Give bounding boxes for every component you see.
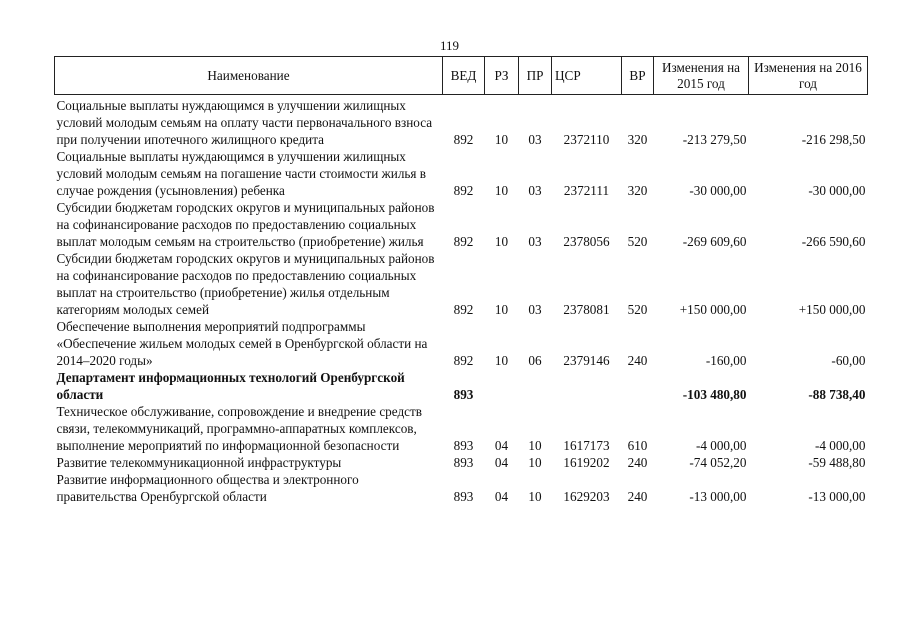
page-number: 119 — [440, 38, 460, 53]
table-row — [55, 199, 868, 250]
table-header-row — [55, 57, 868, 95]
cell-y2015: +150 000,00 — [679, 302, 747, 317]
cell-name: Социальные выплаты нуждающимся в улучшении жилищных условий молодым семьям на погашение части стоимости жилья в случае рождения (усыновления) ребенка — [56, 149, 427, 198]
cell-ved: 893 — [453, 489, 474, 504]
cell-csr: 1617173 — [563, 438, 610, 453]
cell-ved: 892 — [453, 353, 474, 368]
cell-csr: 1629203 — [563, 489, 610, 504]
cell-pr: 06 — [528, 353, 542, 368]
col-header-rz: РЗ — [485, 57, 519, 95]
cell-rz: 10 — [494, 353, 509, 368]
cell-y2016: -216 298,50 — [801, 132, 866, 147]
cell-ved: 892 — [453, 132, 474, 147]
cell-pr — [519, 369, 552, 403]
table-row — [55, 250, 868, 318]
col-header-2016: Изменения на 2016 год — [749, 57, 868, 95]
cell-vr: 240 — [627, 455, 648, 470]
cell-y2015: -103 480,80 — [682, 387, 747, 402]
table-body — [55, 95, 868, 506]
cell-csr: 2372111 — [563, 183, 610, 198]
cell-pr: 03 — [528, 302, 542, 317]
cell-y2016: -13 000,00 — [808, 489, 866, 504]
cell-vr — [622, 369, 654, 403]
cell-rz: 04 — [494, 489, 509, 504]
cell-y2016: -59 488,80 — [808, 455, 866, 470]
cell-vr: 240 — [627, 353, 648, 368]
cell-csr: 1619202 — [563, 455, 610, 470]
table-row — [55, 454, 868, 471]
cell-ved: 892 — [453, 183, 474, 198]
col-header-pr: ПР — [519, 57, 552, 95]
cell-name: Социальные выплаты нуждающимся в улучшении жилищных условий молодым семьям на оплату части первоначального взноса при получении ипотечного жилищного кредита — [56, 98, 433, 147]
cell-name: Обеспечение выполнения мероприятий подпрограммы «Обеспечение жильем молодых семей в Оренбургской области на 2014–2020 годы» — [56, 319, 428, 368]
cell-y2016: -60,00 — [831, 353, 866, 368]
cell-y2015: -74 052,20 — [689, 455, 747, 470]
col-header-2015: Изменения на 2015 год — [654, 57, 749, 95]
cell-vr: 240 — [627, 489, 648, 504]
cell-vr: 610 — [627, 438, 648, 453]
cell-pr: 03 — [528, 132, 542, 147]
cell-name: Развитие информационного общества и электронного правительства Оренбургской области — [56, 472, 359, 504]
cell-rz: 04 — [494, 455, 509, 470]
table-row — [55, 369, 868, 403]
cell-y2016: -30 000,00 — [808, 183, 866, 198]
cell-name: Департамент информационных технологий Оренбургской области — [56, 370, 405, 402]
cell-name: Развитие телекоммуникационной инфраструктуры — [56, 455, 342, 470]
cell-y2015: -160,00 — [705, 353, 747, 368]
cell-y2016: +150 000,00 — [798, 302, 866, 317]
cell-ved: 893 — [453, 387, 474, 402]
cell-pr: 10 — [528, 489, 542, 504]
cell-vr: 320 — [627, 183, 648, 198]
cell-pr: 03 — [528, 183, 542, 198]
cell-y2016: -4 000,00 — [814, 438, 866, 453]
cell-csr: 2379146 — [563, 353, 610, 368]
col-header-csr: ЦСР — [552, 57, 622, 95]
cell-ved: 892 — [453, 234, 474, 249]
cell-y2016: -266 590,60 — [801, 234, 866, 249]
cell-rz: 04 — [494, 438, 509, 453]
cell-name: Субсидии бюджетам городских округов и муниципальных районов на софинансирование расходов по предоставлению социальных выплат молодым семьям на строительство (приобретение) жилья — [56, 200, 435, 249]
cell-y2016: -88 738,40 — [808, 387, 866, 402]
cell-pr: 10 — [528, 438, 542, 453]
cell-csr: 2378081 — [563, 302, 610, 317]
table-row — [55, 148, 868, 199]
cell-vr: 520 — [627, 234, 648, 249]
cell-rz: 10 — [494, 132, 509, 147]
cell-vr: 520 — [627, 302, 648, 317]
cell-rz: 10 — [494, 234, 509, 249]
cell-pr: 03 — [528, 234, 542, 249]
cell-vr: 320 — [627, 132, 648, 147]
cell-rz — [485, 369, 519, 403]
cell-y2015: -30 000,00 — [689, 183, 747, 198]
cell-y2015: -269 609,60 — [682, 234, 747, 249]
cell-ved: 892 — [453, 302, 474, 317]
cell-rz: 10 — [494, 183, 509, 198]
budget-table — [54, 56, 868, 505]
cell-y2015: -213 279,50 — [682, 132, 747, 147]
table-row — [55, 403, 868, 454]
cell-y2015: -13 000,00 — [689, 489, 747, 504]
cell-y2015: -4 000,00 — [695, 438, 747, 453]
cell-csr: 2372110 — [563, 132, 610, 147]
cell-name: Субсидии бюджетам городских округов и муниципальных районов на софинансирование расходов по предоставлению социальных выплат на строительство (приобретение) жилья отдельным категориям молодых семей — [56, 251, 435, 317]
table-row — [55, 318, 868, 369]
cell-csr: 2378056 — [563, 234, 610, 249]
col-header-name: Наименование — [55, 57, 443, 95]
col-header-vr: ВР — [622, 57, 654, 95]
cell-ved: 893 — [453, 438, 474, 453]
table-row — [55, 471, 868, 505]
table-row — [55, 95, 868, 149]
cell-csr — [552, 369, 622, 403]
cell-name: Техническое обслуживание, сопровождение и внедрение средств связи, телекоммуникаций, программно-аппаратных комплексов, выполнение мероприятий по информационной безопасности — [56, 404, 422, 453]
cell-ved: 893 — [453, 455, 474, 470]
cell-rz: 10 — [494, 302, 509, 317]
cell-pr: 10 — [528, 455, 542, 470]
col-header-ved: ВЕД — [443, 57, 485, 95]
